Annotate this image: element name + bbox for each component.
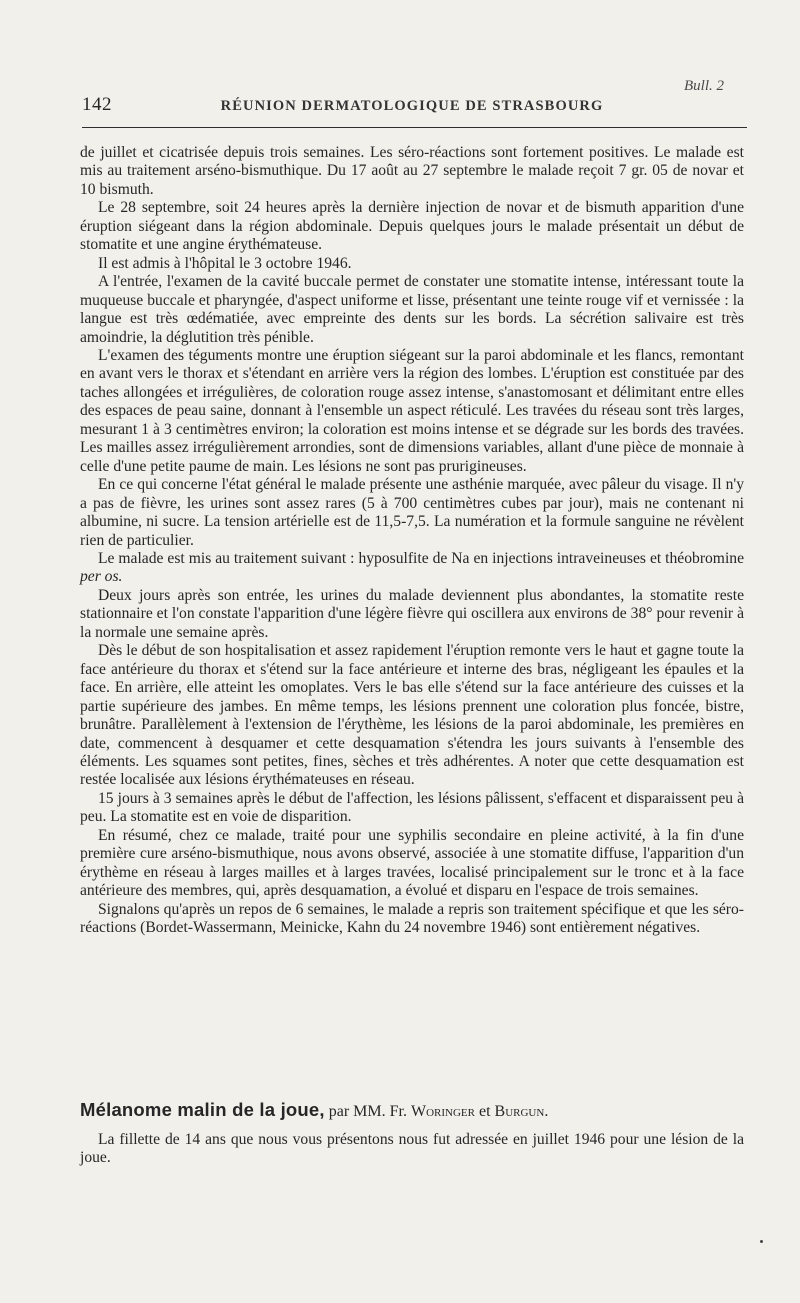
page-number: 142: [82, 94, 112, 115]
intro-paragraph: La fillette de 14 ans que nous vous présentons nous fut adressée en juillet 1946 pour une lésion de la joue.: [80, 1131, 744, 1167]
paragraph: En résumé, chez ce malade, traité pour une syphilis secondaire en pleine activité, à la fin d'une première cure arséno-bismuthique, nous avons observé, associée à une stomatite diffuse, l'apparition d'un érythème en réseau à larges mailles et à larges travées, localisé principalement sur le tronc et à la face antérieure des membres, qui, après desquamation, a évolué et disparu en l'espace de trois semaines.: [80, 826, 744, 900]
author-woringer: Woringer: [410, 1103, 475, 1120]
case-report-body: [80, 144, 744, 937]
treatment-paragraph: [80, 550, 744, 587]
paragraph: En ce qui concerne l'état général le malade présente une asthénie marquée, avec pâleur du visage. Il n'y a pas de fièvre, les urines sont assez rares (5 à 700 centimètres cubes par jour), mais ne contenant ni albumine, ni sucre. La tension artérielle est de 11,5-7,5. La numération et la formule sanguine ne révèlent rien de particulier.: [80, 476, 744, 549]
article-title: Mélanome malin de la joue,: [80, 1099, 325, 1120]
paragraph: 15 jours à 3 semaines après le début de l'affection, les lésions pâlissent, s'effacent et disparaissent peu à peu. La stomatite est en voie de disparition.: [80, 789, 744, 826]
paragraph: Deux jours après son entrée, les urines du malade deviennent plus abondantes, la stomatite reste stationnaire et l'on constate l'apparition d'une légère fièvre qui oscillera aux environs de 38° pour revenir à la normale une semaine après.: [80, 586, 744, 641]
article-heading: [80, 1099, 744, 1121]
treatment-text: Le malade est mis au traitement suivant : hyposulfite de Na en injections intraveineuses et théobromine: [98, 549, 744, 567]
paragraph: L'examen des téguments montre une éruption siégeant sur la paroi abdominale et les flancs, remontant en avant vers le thorax et s'étendant en arrière vers la région des lombes. L'éruption est constituée par des taches allongées et irrégulières, de coloration rouge assez intense, s'anastomosant et délimitant entre elles des espaces de peau saine, donnant à l'ensemble un aspect réticulé. Les travées du réseau sont très larges, mesurant 1 à 3 centimètres environ; la coloration est moins intense et se dégrade sur les bords des travées. Les mailles assez irrégulièrement arrondies, sont de dimensions variables, allant d'une pièce de monnaie à celle d'une petite paume de main. Les lésions ne sont pas prurigineuses.: [80, 346, 744, 475]
paragraph: Il est admis à l'hôpital le 3 octobre 1946.: [98, 254, 352, 272]
author-burgun: Burgun: [494, 1103, 545, 1120]
header-rule: [82, 127, 747, 128]
byline-prefix: par MM. Fr.: [324, 1103, 411, 1120]
paragraph: Le 28 septembre, soit 24 heures après la dernière injection de novar et de bismuth apparition d'une éruption siégeant dans la région abdominale. Depuis quelques jours le malade présentait un début de stomatite et une angine érythémateuse.: [80, 199, 744, 254]
running-header: [82, 94, 742, 116]
treatment-italic: per os.: [80, 568, 123, 586]
paragraph: de juillet et cicatrisée depuis trois semaines. Les séro-réactions sont fortement positives. Le malade est mis au traitement arséno-bismuthique. Du 17 août au 27 septembre le malade reçoit 7 gr. 05 de novar et 10 bismuth.: [80, 144, 744, 198]
paragraph: Signalons qu'après un repos de 6 semaines, le malade a repris son traitement spécifique et que les séro-réactions (Bordet-Wassermann, Meinicke, Kahn du 24 novembre 1946) sont entièrement négatives.: [80, 900, 744, 937]
running-title: RÉUNION DERMATOLOGIQUE DE STRASBOURG: [220, 98, 604, 114]
corner-handwritten-note: Bull. 2: [684, 78, 724, 94]
article-intro: [80, 1131, 744, 1168]
byline-end: .: [544, 1103, 549, 1120]
ink-speck: [760, 1240, 763, 1243]
paragraph: Dès le début de son hospitalisation et assez rapidement l'éruption remonte vers le haut et gagne toute la face antérieure du thorax et s'étend sur la face antérieure et interne des bras, négligeant les épaules et la face. En arrière, elle atteint les omoplates. Vers le bas elle s'étend sur la face antérieure des cuisses et la partie supérieure des jambes. En même temps, les lésions prennent une coloration plus foncée, bistre, brunâtre. Parallèlement à l'extension de l'érythème, les lésions de la paroi abdominale, les premières en date, commencent à desquamer et cette desquamation s'étendra les jours suivants à l'ensemble des éléments. Les squames sont petites, fines, sèches et très adhérentes. A noter que cette desquamation est restée localisée aux lésions érythémateuses en réseau.: [80, 642, 744, 789]
paragraph: A l'entrée, l'examen de la cavité buccale permet de constater une stomatite intense, intéressant toute la muqueuse buccale et pharyngée, d'aspect uniforme et lisse, présentant une teinte rouge vif et vernissée : la langue est très œdématiée, avec empreinte des dents sur les bords. La sécrétion salivaire est très amoindrie, la déglutition très pénible.: [80, 273, 744, 346]
byline-and: et: [474, 1103, 495, 1120]
